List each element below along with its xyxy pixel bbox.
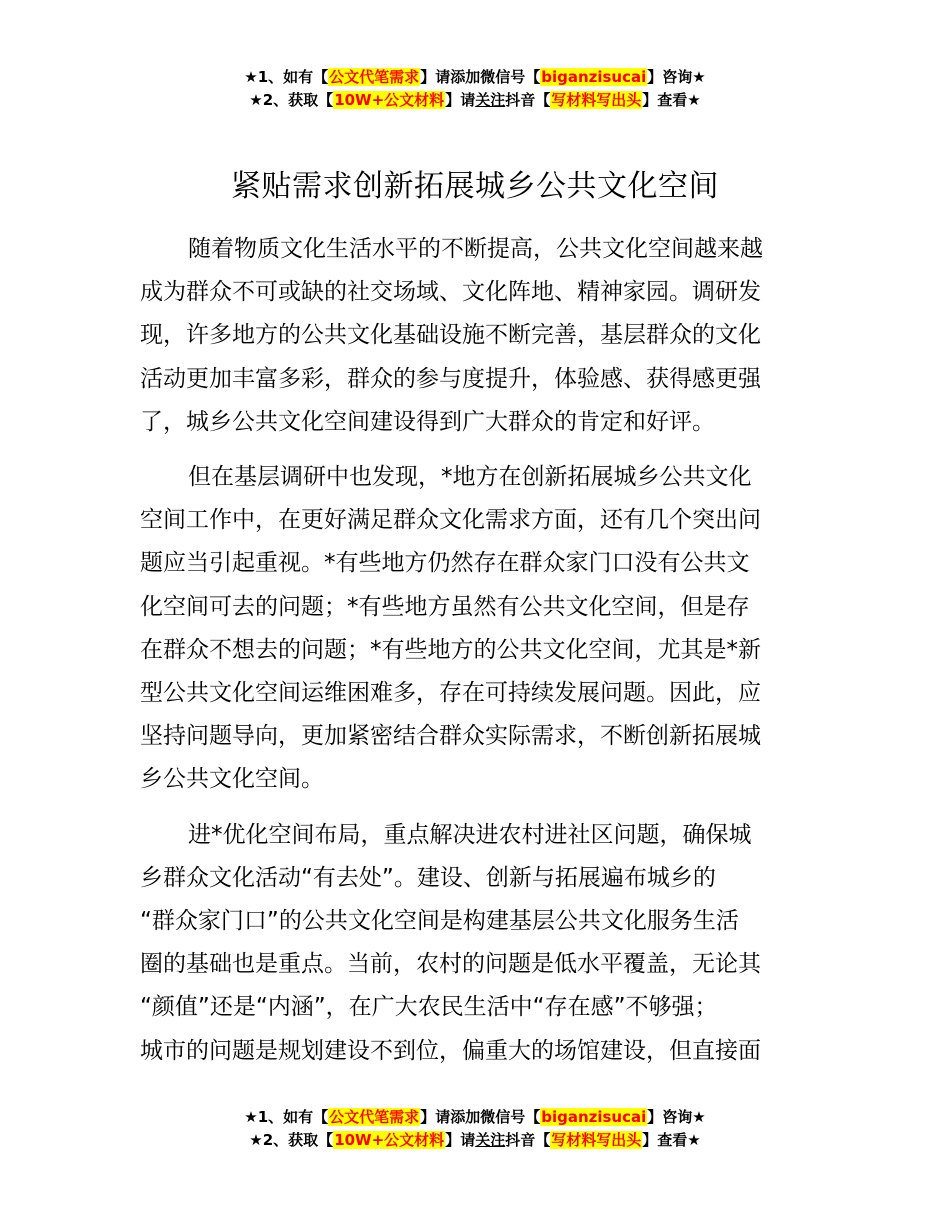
paragraph-line: 空间工作中，在更好满足群众文化需求方面，还有几个突出问 (140, 507, 761, 534)
banner-text: 】请 (445, 1131, 476, 1149)
paragraph-line: 但在基层调研中也发现，*地方在创新拓展城乡公共文化 (188, 464, 752, 491)
paragraph-line: 乡公共文化空间。 (140, 766, 324, 793)
banner-text: 抖音【 (505, 1131, 551, 1149)
footer-banner (0, 1106, 950, 1152)
banner-text: ★2、获取【 (249, 91, 334, 109)
paragraph-line: 圈的基础也是重点。当前，农村的问题是低水平覆盖，无论其 (140, 951, 761, 978)
document-body (140, 228, 812, 1085)
underlined-text: 关注 (475, 1131, 506, 1149)
paragraph-line: 乡群众文化活动“有去处”。建设、创新与拓展遍布城乡的 (140, 864, 716, 891)
banner-text: 】查看★ (642, 91, 701, 109)
banner-text: ★2、获取【 (249, 1131, 334, 1149)
highlight-wechat-id: biganzisucai (541, 1108, 647, 1126)
paragraph-line: 型公共文化空间运维困难多，存在可持续发展问题。因此，应 (140, 680, 761, 707)
highlight-materials: 10W+公文材料 (334, 1131, 445, 1149)
paragraph (140, 456, 812, 802)
paragraph-line: 在群众不想去的问题；*有些地方的公共文化空间，尤其是*新 (140, 636, 761, 663)
highlight-douyin-account: 写材料写出头 (551, 1131, 642, 1149)
paragraph-line: “颜值”还是“内涵”，在广大农民生活中“存在感”不够强； (140, 994, 718, 1021)
footer-banner-line-1 (0, 1106, 950, 1129)
paragraph-line: 进*优化空间布局，重点解决进农村进社区问题，确保城 (188, 821, 752, 848)
highlight-douyin-account: 写材料写出头 (551, 91, 642, 109)
highlight-wechat-id: biganzisucai (541, 68, 647, 86)
header-banner-line-1 (0, 66, 950, 89)
banner-text: 抖音【 (505, 91, 551, 109)
paragraph-line: “群众家门口”的公共文化空间是构建基层公共文化服务生活 (140, 908, 739, 935)
paragraph-line: 随着物质文化生活水平的不断提高，公共文化空间越来越 (188, 236, 763, 262)
paragraph-line: 成为群众不可或缺的社交场域、文化阵地、精神家园。调研发 (140, 279, 761, 306)
highlight-materials: 10W+公文材料 (334, 91, 445, 109)
banner-text: 】咨询★ (647, 1108, 706, 1126)
highlight-service: 公文代笔需求 (329, 68, 420, 86)
header-banner (0, 66, 950, 112)
paragraph-line: 化空间可去的问题；*有些地方虽然有公共文化空间，但是存 (140, 593, 750, 620)
footer-banner-line-2 (0, 1129, 950, 1152)
underlined-text: 关注 (475, 91, 506, 109)
paragraph (140, 814, 812, 1073)
header-banner-line-2 (0, 89, 950, 112)
banner-text: 】请添加微信号【 (420, 1108, 541, 1126)
banner-text: 】查看★ (642, 1131, 701, 1149)
banner-text: 】请 (445, 91, 476, 109)
paragraph-line: 城市的问题是规划建设不到位，偏重大的场馆建设，但直接面 (140, 1037, 761, 1064)
banner-text: ★1、如有【 (244, 1108, 329, 1126)
paragraph-line: 现，许多地方的公共文化基础设施不断完善，基层群众的文化 (140, 322, 761, 349)
banner-text: 】请添加微信号【 (420, 68, 541, 86)
banner-text: ★1、如有【 (244, 68, 329, 86)
paragraph (140, 228, 812, 444)
paragraph-line: 题应当引起重视。*有些地方仍然存在群众家门口没有公共文 (140, 550, 750, 577)
paragraph-line: 活动更加丰富多彩，群众的参与度提升，体验感、获得感更强 (140, 365, 761, 392)
paragraph-line: 了，城乡公共文化空间建设得到广大群众的肯定和好评。 (140, 408, 715, 435)
paragraph-line: 坚持问题导向，更加紧密结合群众实际需求，不断创新拓展城 (140, 723, 761, 750)
highlight-service: 公文代笔需求 (329, 1108, 420, 1126)
document-title: 紧贴需求创新拓展城乡公共文化空间 (231, 169, 719, 204)
banner-text: 】咨询★ (647, 68, 706, 86)
